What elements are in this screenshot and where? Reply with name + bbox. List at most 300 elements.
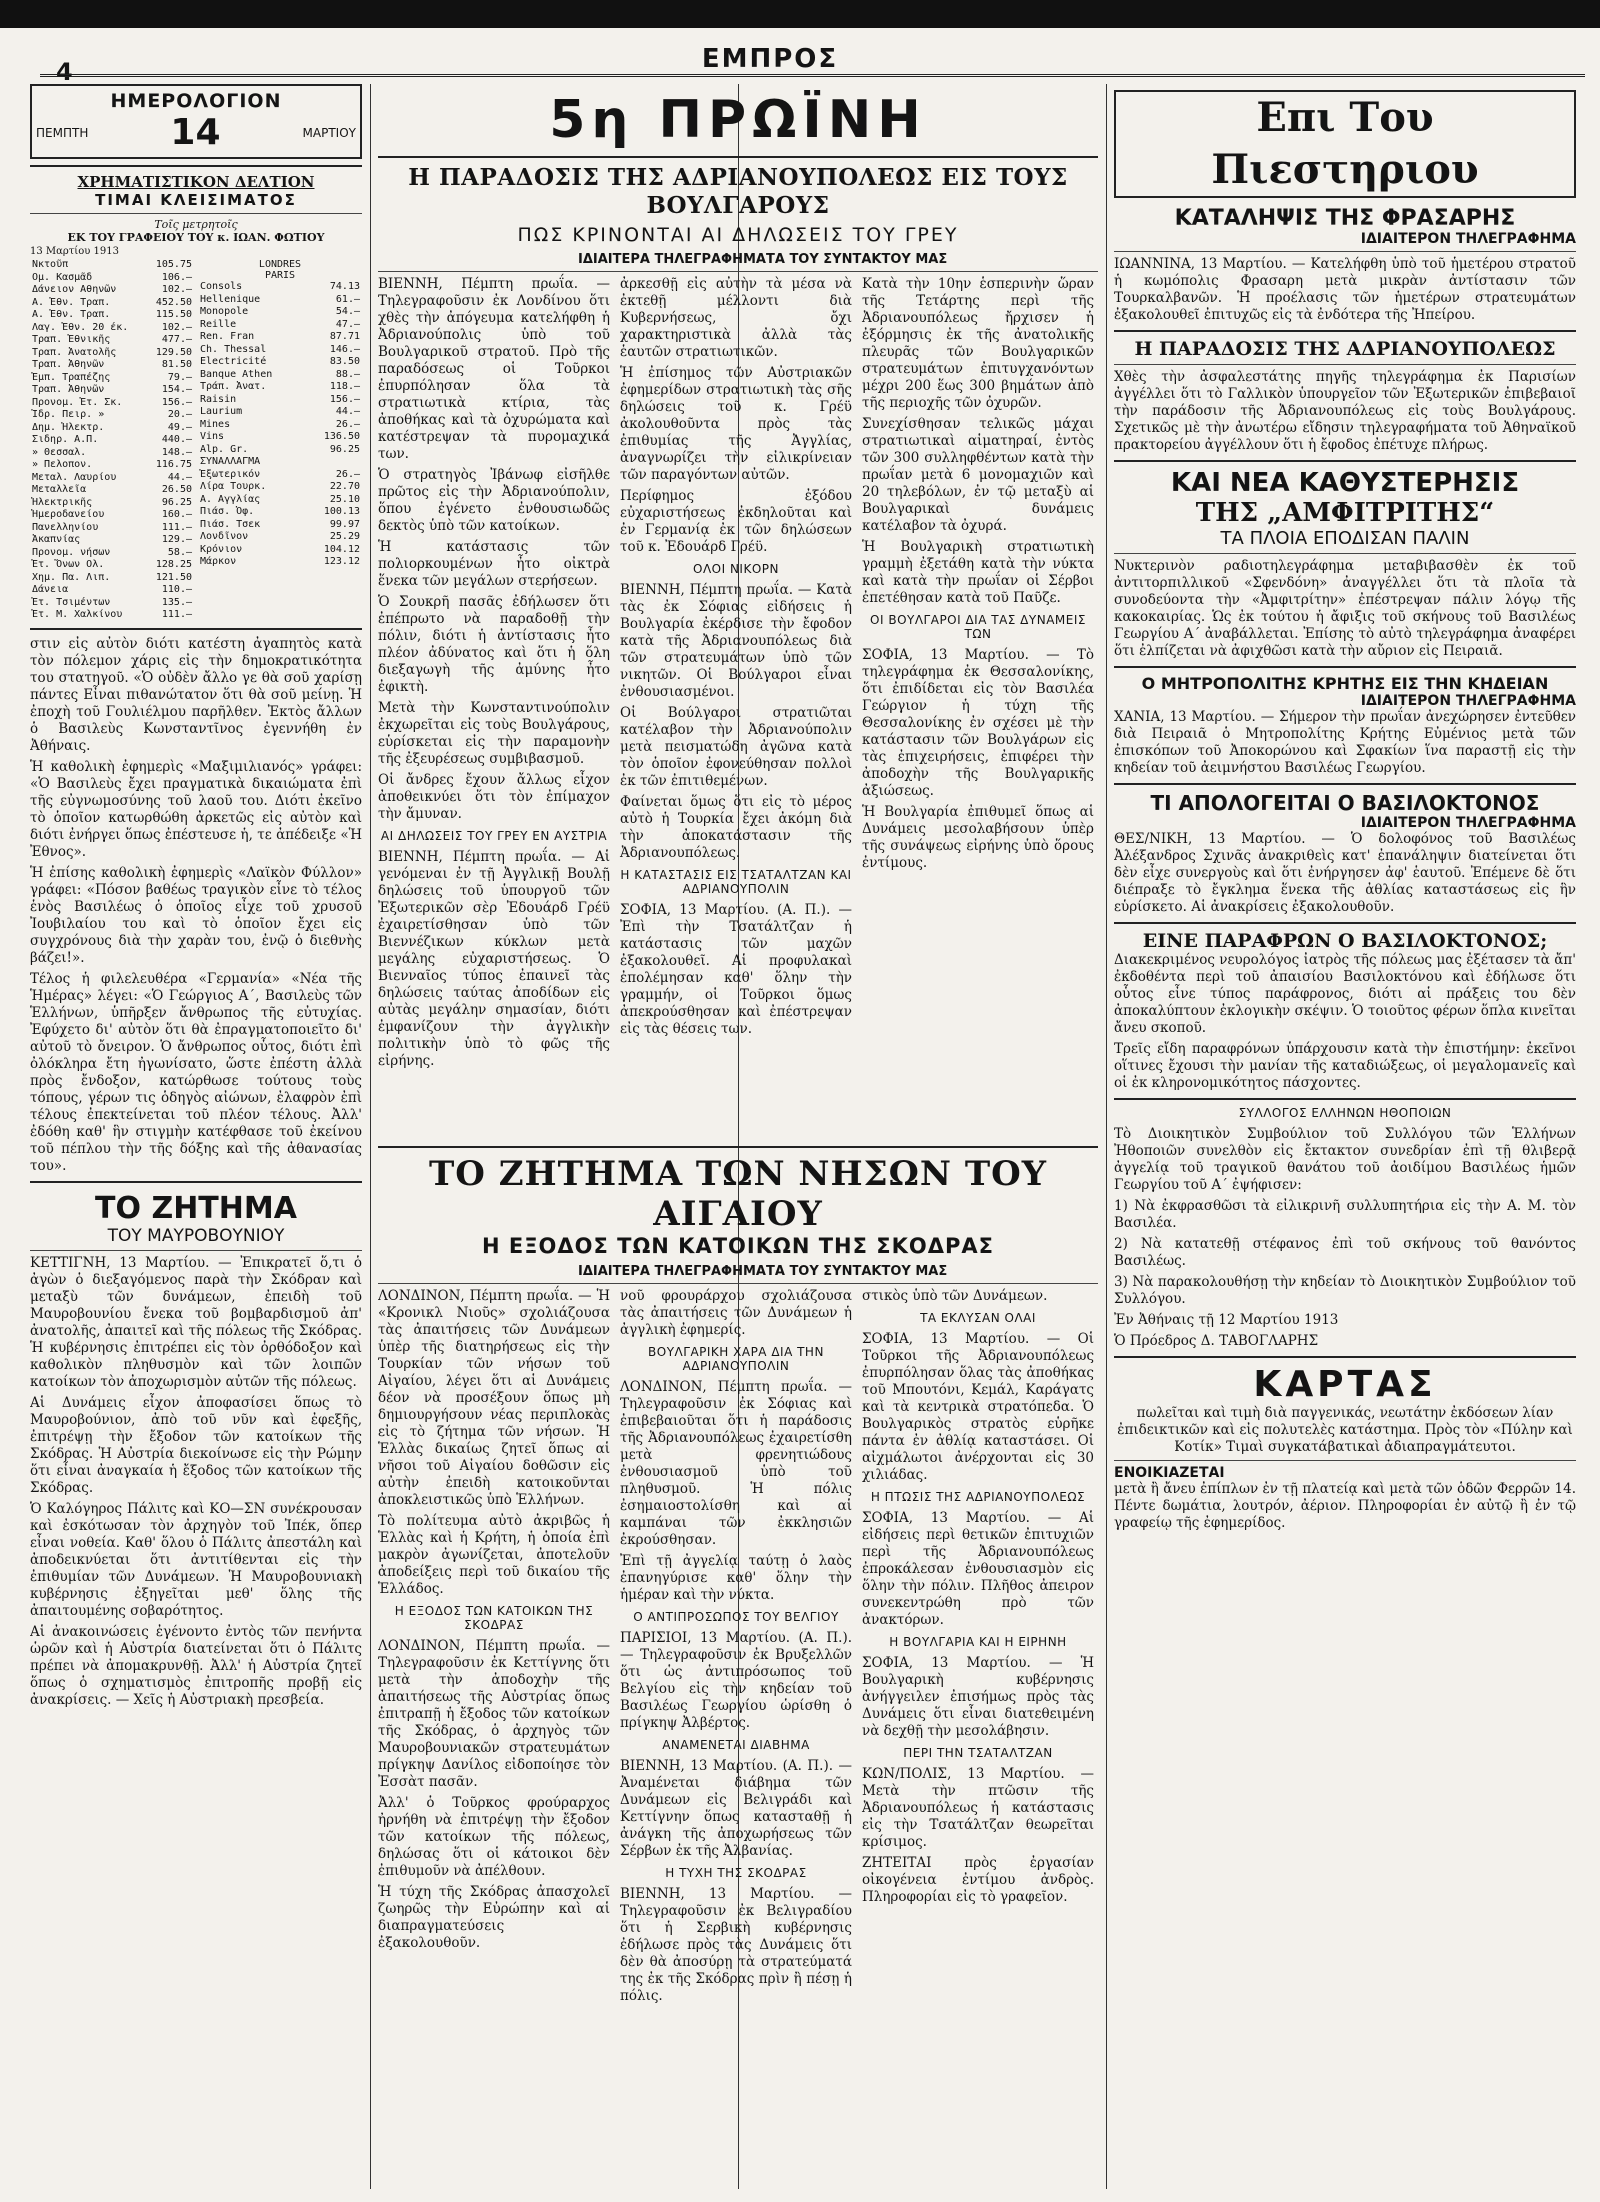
divider [1114, 330, 1576, 332]
left-article-text [30, 636, 362, 1175]
market-security: Hellenique [200, 293, 261, 305]
aegean-column-2 [620, 1288, 852, 2009]
market-security: Ομ. Κασμᾶδ [32, 271, 93, 283]
amphitrite-text [1114, 558, 1576, 660]
market-security: Δάνειον Αθηνῶν [32, 284, 117, 295]
paragraph: Ἡ ἐπίσης καθολικὴ ἐφημερὶς «Λαϊκὸν Φύλλον» γράφει: «Πόσον βαθέως τραγικὸν εἶνε τὸ τέλος ἑνὸς Βασιλέως ὁ ὁποῖος εἶχε τοῦ χρυσοῦ Ἰουβιλαίου του καὶ τὸ ὁποῖον ἔχει εἰς συγχρόνους διὰ τὴν χαρὰν του, ἐνῷ ὁ διεθνὴς βάζει!». [30, 864, 362, 966]
section-subheading: Ο ΑΝΤΙΠΡΟΣΩΠΟΣ ΤΟΥ ΒΕΛΓΙΟΥ [633, 1610, 839, 1624]
market-security: » Πελοπον. [32, 459, 93, 470]
market-row [30, 584, 194, 597]
paragraph: Τὸ πολίτευμα αὐτὸ ἀκριβῶς ἡ Ἑλλὰς καὶ ἡ Κρήτη, ἡ ὁποία ἐπὶ μακρὸν ἀγωνίζεται, ἀποτελοῦν ἀποδείξεις περὶ τοῦ δικαίου τῆς Ἑλλάδος. [378, 1513, 610, 1597]
paragraph: ΛΟΝΔΙΝΟΝ, Πέμπτη πρωΐα. — Τηλεγραφοῦσιν ἐκ Σόφιας καὶ ἐπιβεβαιοῦται ὅτι ἡ παράδοσις τῆς Ἀδριανουπόλεως ἐχαιρετίσθη μετὰ φρενητιώδους ἐνθουσιασμοῦ ὑπὸ τοῦ πληθυσμοῦ. Ἡ πόλις ἐσημαιοστολίσθη καὶ αἱ καμπάναι τῶν ἐκκλησιῶν ἐκρούσθησαν. [620, 1379, 852, 1548]
divider [378, 1283, 1098, 1284]
middle-section [378, 90, 1098, 1074]
insane-title: ΕΙΝΕ ΠΑΡΑΦΡΩΝ Ο ΒΑΣΙΛΟΚΤΟΝΟΣ; [1142, 930, 1548, 952]
paragraph: Χθὲς τὴν ἀσφαλεστάτης πηγῆς τηλεγράφημα ἐκ Παρισίων ἀγγέλλει ὅτι τὸ Γαλλικὸν ὑπουργεῖον τῶν Ἐξωτερικῶν ἐπιβεβαιοῖ τὴν παράδοσιν τῆς Ἀδριανουπόλεως εἰς τοὺς Βουλγάρους. Σχετικῶς μὲ τὴν ἀνωτέρω εἴδησιν τηλεγραφήματα τοῦ Ἀθηναϊκοῦ πρακτορείου ἀγγέλλουν ὅτι ἡ ἔφοδος ἐπέτυχε πλήρως. [1114, 369, 1576, 453]
divider [1114, 783, 1576, 785]
classified-ad: ΖΗΤΕΙΤΑΙ πρὸς ἐργασίαν οἰκογένεια ἐντίμου ἀνδρὸς. Πληροφορίαι εἰς τὸ γραφεῖον. [862, 1855, 1094, 1905]
market-security: Banque Athen [200, 368, 273, 380]
market-row [198, 419, 362, 432]
divider [1114, 666, 1576, 668]
paragraph: Οἱ ἄνδρες ἔχουν ἄλλως εἶχον ἀποθεικνύει ὅτι τὸν ἐπίμαχον τὴν ἄμυναν. [378, 772, 610, 822]
market-security: Ἐτ. Μ. Χαλκίνου [32, 609, 123, 620]
paragraph: Ἐν Ἀθήναις τῇ 12 Μαρτίου 1913 [1114, 1312, 1339, 1328]
article-column-1 [378, 276, 610, 1074]
aegean-column-3 [862, 1288, 1094, 2009]
market-price: 81.50 [161, 359, 192, 370]
divider [378, 1146, 1098, 1148]
divider [378, 271, 1098, 272]
calendar-date-row [36, 112, 356, 153]
page-number: 4 [56, 58, 73, 86]
paragraph: ΙΩΑΝΝΙΝΑ, 13 Μαρτίου. — Κατελήφθη ὑπὸ τοῦ ἡμετέρου στρατοῦ ἡ κωμόπολις Φρασαρη μετὰ μικρὰν ἀντίστασιν τῶν Τουρκαλβανῶν. Ἡ προέλασις τῶν ἡμετέρων στρατευμάτων ἐξακολουθεῖ ἐπιτυχῶς εἰς τὰ ἐνδότερα τῆς Ἠπείρου. [1114, 256, 1576, 323]
mavro-article-text [30, 1255, 362, 1709]
market-row [198, 556, 362, 569]
market-security: Reille [200, 318, 237, 330]
market-row [30, 309, 194, 322]
metropolitan-title: Ο ΜΗΤΡΟΠΟΛΙΤΗΣ ΚΡΗΤΗΣ ΕΙΣ ΤΗΝ ΚΗΔΕΙΑΝ [1141, 674, 1549, 693]
market-price: 156.— [161, 396, 192, 408]
divider [1114, 553, 1576, 554]
metropolitan-byline: ΙΔΙΑΙΤΕΡΟΝ ΤΗΛΕΓΡΑΦΗΜΑ [1360, 693, 1576, 709]
paragraph: νοῦ φρουράρχου σχολιάζουσα τὰς ἀπαιτήσεις τῶν Δυνάμεων ἡ ἀγγλικὴ ἐφημερίς. [620, 1288, 852, 1338]
frasari-text [1114, 256, 1576, 324]
market-table-foreign [198, 281, 362, 569]
amphitrite-title-2: ΤΗΣ „ΑΜΦΙΤΡΙΤΗΣ“ [1195, 498, 1495, 528]
market-row [30, 322, 194, 335]
market-security: Νκτοῦπ [32, 259, 69, 270]
paragraph: ΣΟΦΙΑ, 13 Μαρτίου. — Αἱ εἰδήσεις περὶ θετικῶν ἐπιτυχιῶν περὶ τῆς Ἀδριανουπόλεως ἐπροκάλεσαν ἐνθουσιασμὸν εἰς ὅλην τὴν πόλιν. Πλῆθος ἀπειρον συνεκεντρώθη πρὸ τῶν ἀνακτόρων. [862, 1510, 1094, 1628]
london-label: LONDRES [258, 259, 302, 270]
column-rule [370, 84, 371, 2189]
market-price: 105.75 [155, 259, 192, 270]
column-rule [1106, 84, 1107, 2189]
frasari-title: ΚΑΤΑΛΗΨΙΣ ΤΗΣ ΦΡΑΣΑΡΗΣ [1174, 206, 1516, 231]
market-security: Raisin [200, 393, 237, 405]
paragraph: Ἡ Βουλγαρία ἐπιθυμεῖ ὅπως αἱ Δυνάμεις μεσολαβήσουν ὑπὲρ τῆς συνάψεως εἰρήνης ὑπὸ ὅρους ἐντίμους. [862, 804, 1094, 871]
market-price: 135.— [161, 596, 192, 608]
paragraph: Ἀλλ' ὁ Τοῦρκος φρούραρχος ἠρνήθη νὰ ἐπιτρέψῃ τὴν ἔξοδον τῶν κατοίκων τῆς πόλεως, δηλώσας ὅτι οἱ κάτοικοι δὲν ἐπιθυμοῦν νὰ ἀπέλθουν. [378, 1795, 610, 1879]
market-price: 111.— [161, 609, 192, 620]
paragraph: ΣΟΦΙΑ, 13 Μαρτίου. — Οἱ Τοῦρκοι τῆς Ἀδριανουπόλεως ἐπυρπόλησαν ὅλας τὰς ἀποθήκας τοῦ Μπουτόνι, Κεμάλ, Καράγατς καὶ τὰ κεντρικὰ στρατόπεδα. Ὁ Βουλγαρικὸς στρατὸς εὑρῆκε πάντα ἐν ἀθλίᾳ καταστάσει. Οἱ αἰχμάλωτοι ἀνέρχονται εἰς 30 χιλιάδας. [862, 1331, 1094, 1483]
rent-ad-text: μετὰ ἢ ἄνευ ἐπίπλων ἐν τῇ πλατείᾳ καὶ μετὰ τῶν ὁδῶν Φερρῶν 14. Πέντε δωμάτια, λουτρόν, ἀέριον. Πληροφορίαι ἐν αὐτῷ ἢ ἐν τῷ γραφείῳ τῆς ἐφημερίδος. [1114, 1481, 1576, 1531]
market-security: ΣΥΝΑΛΛΑΓΜΑ [200, 456, 261, 467]
market-table-athens [30, 259, 194, 622]
market-price: 44.— [335, 406, 360, 417]
market-row [30, 297, 194, 310]
market-source: ΕΚ ΤΟΥ ΓΡΑΦΕΙΟΥ ΤΟΥ κ. ΙΩΑΝ. ΦΩΤΙΟΥ [67, 231, 325, 244]
market-subheading: ΤΙΜΑΙ ΚΛΕΙΣΙΜΑΤΟΣ [95, 191, 297, 209]
market-security: Mines [200, 418, 231, 430]
market-row [198, 494, 362, 507]
paragraph: ΚΕΤΤΙΓΝΗ, 13 Μαρτίου. — Ἐπικρατεῖ ὅ,τι ὁ ἀγὼν ὁ διεξαγόμενος παρὰ τὴν Σκόδραν καὶ μεταξὺ τῶν δυνάμεων, ἐπειδὴ τοῦ Μαυροβουνίου ἔνεκα τοῦ βομβαρδισμοῦ ἀπ' ἀνατολῆς, ἀπαιτεῖ καὶ τῆς πόλεως τῆς Σκόδρας. Ἡ κυβέρνησις ἐπιτρέπει εἰς τὸν ὀρθόδοξον καὶ καθολικὸν πληθυσμὸν καὶ τῶν λοιπῶν κατοίκων τὸν ἀποχωρισμὸν αὐτῶν τῆς πόλεως. [30, 1254, 362, 1390]
market-row [30, 272, 194, 285]
article-column-3 [862, 276, 1094, 1074]
market-row [198, 506, 362, 519]
market-row [30, 597, 194, 610]
market-security: Τραπ. Ἀθηνῶν [32, 359, 105, 370]
paragraph: Οἱ Βούλγαροι στρατιῶται κατέλαβον τὴν Ἀδριανούπολιν μετὰ πεισματώδη ἀγῶνα κατὰ τὸν ὁποῖον ἐφονεύθησαν πολλοὶ ἐκ τῶν ἐπιτιθεμένων. [620, 705, 852, 789]
market-security: Ἐμπ. Τραπέζης [32, 371, 111, 383]
market-row [198, 531, 362, 544]
calendar-box [30, 84, 362, 159]
paragraph: Τρεῖς εἴδη παραφρόνων ὑπάρχουσιν κατὰ τὴν ἐπιστήμην: ἐκεῖνοι οἵτινες ἔχουσι τὴν μανίαν τῆς καταδιώξεως, οἱ μεγαλομανεῖς καὶ οἱ ἐκ κληρονομικότητος πάσχοντες. [1114, 1041, 1576, 1091]
paragraph: ΣΟΦΙΑ, 13 Μαρτίου. — Τὸ τηλεγράφημα ἐκ Θεσσαλονίκης, ὅτι ἐπιδίδεται εἰς τὸν Βασιλέα Γεώργιον ἡ τύχη τῆς Θεσσαλονίκης ἐν σχέσει μὲ τὴν κατάστασιν τῶν Βουλγάρων εἰς τὰς ἐπιχειρήσεις, ἐπιφέρει τὴν ἀποδοχὴν τῆς Βουλγαρικῆς ἀξιώσεως. [862, 647, 1094, 799]
paragraph: Περίφημος ἐξόδου εὐχαριστήσεως ἐκδηλοῦται καὶ ἐν Γερμανίᾳ ἐκ τῶν δηλώσεων τοῦ κ. Ἐδουάρδ Γρέϋ. [620, 488, 852, 555]
amphitrite-title: ΚΑΙ ΝΕΑ ΚΑΘΥΣΤΕΡΗΣΙΣ [1170, 468, 1520, 498]
regicide-byline: ΙΔΙΑΙΤΕΡΟΝ ΤΗΛΕΓΡΑΦΗΜΑ [1360, 815, 1576, 831]
paragraph: ΠΑΡΙΣΙΟΙ, 13 Μαρτίου. (Α. Π.). — Τηλεγραφοῦσιν ἐκ Βρυξελλῶν ὅτι ὡς ἀντιπρόσωπος τοῦ Βελγίου εἰς τὴν κηδείαν τοῦ Βασιλέως Γεωργίου ὡρίσθη ὁ πρίγκηψ Ἀλβέρτος. [620, 1630, 852, 1731]
market-price: 44.— [167, 471, 192, 483]
kartas-ad-title: ΚΑΡΤΑΣ [1253, 1364, 1437, 1405]
paragraph: Συνεχίσθησαν τελικῶς μάχαι στρατιωτικαὶ αἱματηραί, ἐντὸς τῶν 300 συλληφθέντων κατὰ τὴν πρωΐαν μετὰ 6 μονομαχιῶν καὶ 20 τηλεβόλων, ἐν τῷ μεταξὺ αἱ Βουλγαρικαὶ δυνάμεις κατέλαβον τὰ ὀχυρά. [862, 416, 1094, 534]
market-price: 61.— [335, 293, 360, 305]
market-security: Τράπ. Ἀνατ. [200, 381, 267, 392]
market-row [198, 294, 362, 307]
market-row [30, 384, 194, 397]
market-security: » Θεσσαλ. [32, 446, 87, 458]
skodra-headline: Η ΕΞΟΔΟΣ ΤΩΝ ΚΑΤΟΙΚΩΝ ΤΗΣ ΣΚΟΔΡΑΣ [482, 1234, 994, 1258]
market-security: Χημ. Πα. Λιπ. [32, 571, 111, 583]
regicide-text [1114, 831, 1576, 916]
market-row [30, 447, 194, 460]
market-price: 96.25 [329, 443, 360, 455]
market-heading: ΧΡΗΜΑΤΙΣΤΙΚΟΝ ΔΕΛΤΙΟΝ [77, 173, 315, 191]
market-price: 87.71 [329, 331, 360, 342]
market-note: Τοῖς μετρητοῖς [154, 218, 238, 231]
market-price: 26.— [335, 418, 360, 430]
paragraph: Αἱ ἀνακοινώσεις ἐγένοντο ἐντὸς τῶν πενήντα ὡρῶν καὶ ἡ Αὐστρία διατείνεται ὅτι ὁ Πάλιτς πρέπει νὰ ἀπομακρυνθῇ. Ἀλλ' ἡ Αὐστρία ζητεῖ ὅπως ὁ σχηματισμὸς ἐπιτροπῆς προβῇ εἰς ἀνακρίσεις. — Χεῖς ἡ Αὐστριακὴ πρεσβεία. [30, 1623, 362, 1708]
market-security: Α. Αγγλίας [200, 493, 261, 505]
market-row [30, 609, 194, 622]
market-price: 74.13 [329, 281, 360, 292]
market-tables [30, 259, 362, 622]
market-security: Ἐτ. Τσιμέντων [32, 596, 111, 608]
market-price: 123.12 [323, 556, 360, 567]
paragraph: Τὸ Διοικητικὸν Συμβούλιον τοῦ Συλλόγου τῶν Ἑλλήνων Ἠθοποιῶν συνελθὸν εἰς ἔκτακτον συνεδρίαν ἐπὶ τῇ θλιβερᾷ ἀγγελίᾳ τοῦ τραγικοῦ θανάτου τοῦ ἀοιδίμου Βασιλέως ἡμῶν Γεωργίου τοῦ Α΄ ἐψήφισεν: [1114, 1126, 1576, 1193]
paragraph: Διακεκριμένος νευρολόγος ἰατρὸς τῆς πόλεως μας ἐξέτασεν τὰ ἄπ' ἐκδοθέντα περὶ τοῦ ἀπαισίου Βασιλοκτόνου καὶ ἐδήλωσε ὅτι οὗτος εἶνε τύπος παράφρονος, διότι αἱ πράξεις του δὲν ἀποκαλύπτουν ἐκλογικὴν σκέψιν. Ὁ τοιοῦτος φέρων ὅπλα κινεῖται ἄνευ σκοποῦ. [1114, 952, 1576, 1036]
paragraph: Μετὰ τὴν Κωνσταντινούπολιν ἐκχωρεῖται εἰς τοὺς Βουλγάρους, εὑρίσκεται εἰς τὴν παραμονὴν τῆς ἐξευρέσεως συμβιβασμοῦ. [378, 700, 610, 767]
calendar-title: ΗΜΕΡΟΛΟΓΙΟΝ [110, 90, 282, 112]
paragraph: ΘΕΣ/ΝΙΚΗ, 13 Μαρτίου. — Ὁ δολοφόνος τοῦ Βασιλέως Ἀλέξανδρος Σχινᾶς ἀνακριθεὶς κατ' ἐπανάληψιν διατείνεται ὅτι δὲν εἶχε συνεργοὺς καὶ ὅτι ἐνήργησεν ἀφ' ἑαυτοῦ. Ἐπέμενε δὲ ὅτι διέπραξε τὸ ἔγκλημα ἕνεκα τῆς ἀθλίας καταστάσεως εἰς ἣν εὑρίσκετο. Αἱ ἀνακρίσεις ἐξακολουθοῦν. [1114, 831, 1576, 915]
market-price: 88.— [335, 368, 360, 380]
market-price: 22.70 [329, 481, 360, 492]
market-security: Ἠμεροδανείου [32, 509, 105, 520]
calendar-day: 14 [170, 112, 221, 153]
market-security: Λαγ. Ἐθν. 20 έκ. [32, 321, 129, 333]
market-security: Monopole [200, 306, 249, 317]
market-price: 104.12 [323, 543, 360, 555]
market-price: 99.97 [329, 518, 360, 530]
paragraph: Ἡ τύχη τῆς Σκόδρας ἀπασχολεῖ ζωηρῶς τὴν Εὐρώπην καὶ αἱ διαπραγματεύσεις ἐξακολουθοῦν. [378, 1884, 610, 1951]
market-security: Ἐτ. Ὄνων Ολ. [32, 559, 105, 570]
market-row [198, 381, 362, 394]
paragraph: ΒΙΕΝΝΗ, 13 Μαρτίου. — Τηλεγραφοῦσιν ἐκ Βελιγραδίου ὅτι ἡ Σερβικὴ κυβέρνησις ἐδήλωσε πρὸς τὰς Δυνάμεις ὅτι δὲν θὰ ἀποσύρῃ τὰ στρατεύματά της ἐκ τῆς Σκόδρας πρὶν ἢ πέσῃ ἡ πόλις. [620, 1886, 852, 2004]
divider [1114, 1098, 1576, 1100]
paragraph: ἀρκεσθῇ εἰς αὐτὴν τὰ μέσα νὰ ἐκτεθῇ μέλλοντι διὰ Κυβερνήσεως, ὄχι χαρακτηριστικὰ ἀλλὰ τὰς ἑαυτῶν στρατιωτικῶν. [620, 276, 852, 360]
paragraph: ΚΩΝ/ΠΟΛΙΣ, 13 Μαρτίου. — Μετὰ τὴν πτῶσιν τῆς Ἀδριανουπόλεως ἡ κατάστασις εἰς τὴν Τσατάλτζαν θεωρεῖται κρίσιμος. [862, 1766, 1094, 1850]
divider [1114, 364, 1576, 365]
market-security: Πιάσ. Ὀφ. [200, 506, 255, 517]
aegean-columns [378, 1288, 1098, 2009]
section-subheading: Η ΚΑΤΑΣΤΑΣΙΣ ΕΙΣ ΤΣΑΤΑΛΤΖΑΝ ΚΑΙ ΑΔΡΙΑΝΟΥΠΟΛΙΝ [620, 868, 852, 896]
market-security: Προνομ. νήσων [32, 546, 111, 558]
market-row [30, 572, 194, 585]
market-security: Προνομ. Ἐτ. Σκ. [32, 396, 123, 408]
market-security: Κρόνιον [200, 543, 243, 555]
market-row [198, 481, 362, 494]
divider [30, 628, 362, 630]
market-price: 129.50 [155, 346, 192, 358]
market-security: Δημ. Ἠλεκτρ. [32, 421, 105, 433]
divider [378, 156, 1098, 158]
section-subheading: ΟΛΟΙ ΝΙΚΟΡΝ [693, 562, 779, 576]
market-row [30, 347, 194, 360]
market-price: 154.— [161, 384, 192, 395]
paragraph: Ἡ καθολικὴ ἐφημερὶς «Μαξιμιλιανός» γράφει: «Ὁ Βασιλεὺς ἔχει πραγματικὰ δικαιώματα ἐπὶ τῆς εὐγνωμοσύνης τοῦ λαοῦ του. Διότι ἐκεῖνο τὸ ὁποῖον κατωρθώθη ἀρκετῶς εἰς αὐτὸν καὶ διότι ἐνήργει ὅπως ἐπέστευσε ἡ, τε ἀπέδειξε «Ἡ Ἐθνος». [30, 758, 362, 860]
paragraph: Ὁ Καλόγηρος Πάλιτς καὶ ΚΟ—ΣΝ συνέκρουσαν καὶ ἐσκότωσαν τὸν ἀρχηγὸν τοῦ Ἰπέκ, ὅπερ εἶναι νοθεία. Καθ' ὅλου ὁ Πάλιτς ἀπεστάλη καὶ ἀποδεικνύεται ὅτι ἀντιτίθενται εἰς τὴν ἐπιθυμίαν τῶν Δυνάμεων. Ἡ Μαυροβουνιακὴ κυβέρνησις ἐξηγεῖται μεθ' ὅλης τῆς ἀπαιτουμένης σοβαρότητος. [30, 1500, 362, 1619]
market-price: 47.— [335, 318, 360, 330]
market-security: Ἐξωτερικόν [200, 468, 261, 480]
main-byline: ΙΔΙΑΙΤΕΡΑ ΤΗΛΕΓΡΑΦΗΜΑΤΑ ΤΟΥ ΣΥΝΤΑΚΤΟΥ ΜΑΣ [578, 252, 948, 267]
market-row [30, 434, 194, 447]
market-security: Τραπ. Ἀθηνῶν [32, 384, 105, 395]
paragraph: στικὸς ὑπὸ τῶν Δυνάμεων. [862, 1288, 1048, 1304]
market-price: 20.— [167, 409, 192, 420]
market-date: 13 Μαρτίου 1913 [30, 246, 119, 257]
market-price: 136.50 [323, 431, 360, 442]
actors-notice-title: ΣΥΛΛΟΓΟΣ ΕΛΛΗΝΩΝ ΗΘΟΠΟΙΩΝ [1238, 1106, 1452, 1120]
section-subheading: Η ΠΤΩΣΙΣ ΤΗΣ ΑΔΡΙΑΝΟΥΠΟΛΕΩΣ [870, 1490, 1086, 1504]
market-row [30, 259, 194, 272]
paragraph: ΛΟΝΔΙΝΟΝ, Πέμπτη πρωΐα. — Ἡ «Κρονικλ Νιοῦς» σχολιάζουσα τὰς ἀπαιτήσεις τῶν Δυνάμεων ὑπὲρ τῆς διατηρήσεως εἰς τὴν Τουρκίαν τῶν νήσων τοῦ Αἰγαίου, λέγει ὅτι αἱ Δυνάμεις δέον νὰ προσέξουν ὅπως μὴ δημιουργήσουν νέας περιπλοκὰς εἰς τὸ ζήτημα τῶν νήσων. Ἡ Ἑλλὰς δικαίως ζητεῖ ὅπως αἱ νῆσοι τοῦ Αἰγαίου δοθῶσιν εἰς αὐτὴν ἐπειδὴ κατοικοῦνται ἀποκλειστικῶς ὑπὸ Ἑλλήνων. [378, 1288, 610, 1508]
paragraph: Ἐπὶ τῇ ἀγγελίᾳ ταύτῃ ὁ λαὸς ἐπανηγύρισε καθ' ὅλην τὴν ἡμέραν καὶ τὴν νύκτα. [620, 1553, 852, 1603]
market-price: 121.50 [155, 571, 192, 583]
paragraph: ΒΙΕΝΝΗ, Πέμπτη πρωΐα. — Αἱ γενόμεναι ἐν τῇ Ἀγγλικῇ Βουλῇ δηλώσεις τοῦ ὑπουργοῦ τῶν Ἐξωτερικῶν σὲρ Ἐδουάρδ Γρέϋ ἐχαιρετίσθησαν ὑπὸ τῶν Βιεννέζικων κύκλων μετὰ μεγάλης εὐχαριστήσεως. Ὁ Βιενναῖος τύπος ἐπαινεῖ τὰς δηλώσεις ταύτας ἀποδίδων εἰς αὐτὰς μεγάλην σημασίαν, διότι ἐμφανίζουν τὴν ἀγγλικὴν πολιτικὴν ὑπὸ τὸ φῶς τῆς εἰρήνης. [378, 849, 610, 1069]
paragraph: 2) Νὰ κατατεθῇ στέφανος ἐπὶ τοῦ σκήνους τοῦ θανόντος Βασιλέως. [1114, 1236, 1576, 1269]
amphitrite-subtitle: ΤΑ ΠΛΟΙΑ ΕΠΟΔΙΣΑΝ ΠΑΛΙΝ [1220, 528, 1470, 549]
adrianople-text [1114, 369, 1576, 454]
paragraph: Νυκτερινὸν ραδιοτηλεγράφημα μεταβιβασθὲν ἐκ τοῦ ἀντιτορπιλλικοῦ «Σφενδόνη» ἀναγγέλλει ὅτι τὰ πλοῖα τὰ συνοδεύοντα τὴν «Ἀμφιτρίτην» ἐπέστρεψαν πάλιν λόγῳ τῆς κακοκαιρίας. Ὡς ἐκ τούτου ἡ ἄφιξις τοῦ σκήνους τοῦ Βασιλέως Γεωργίου Α΄ ἀναβάλλεται. Ἐπίσης τὸ αὐτὸ τηλεγράφημα ἀναφέρει ὅτι ἐλπίζεται νὰ ἀφιχθῶσι κατὰ τὴν αὔριον εἰς Πειραιᾶ. [1114, 558, 1576, 659]
market-price: 477.— [161, 334, 192, 345]
market-security: Consols [200, 281, 243, 292]
market-row [30, 459, 194, 472]
paragraph: Ἡ κατάστασις τῶν πολιορκουμένων ἦτο οἰκτρὰ ἕνεκα τῶν μεγάλων στερήσεων. [378, 539, 610, 589]
market-security: Α. Ἐθν. Τραπ. [32, 296, 111, 308]
frasari-byline: ΙΔΙΑΙΤΕΡΟΝ ΤΗΛΕΓΡΑΦΗΜΑ [1360, 231, 1576, 247]
paragraph: Κατὰ τὴν 10ην ἑσπερινὴν ὥραν τῆς Τετάρτης περὶ τῆς Ἀδριανουπόλεως ἤρχισεν ἡ ἐξόρμησις ἐκ τῆς ἀνατολικῆς πλευρᾶς τῶν Βουλγαρικῶν στρατευμάτων ἐπιτυγχανόντων μέχρι 200 ἕως 300 βημάτων ἀπὸ τῆς περιοχῆς τῶν ὀχυρῶν. [862, 276, 1094, 411]
market-price: 128.25 [155, 559, 192, 570]
paris-label: PARIS [264, 270, 296, 281]
section-subheading: ΤΑ ΕΚΛΥΣΑΝ ΟΛΑΙ [920, 1311, 1036, 1325]
divider [1114, 1460, 1576, 1461]
market-row [30, 484, 194, 497]
market-security: Πανελληνίου [32, 521, 99, 533]
market-price: 79.— [167, 371, 192, 383]
article-column-2 [620, 276, 852, 1074]
market-row [198, 456, 362, 469]
metropolitan-text [1114, 709, 1576, 777]
market-price: 118.— [329, 381, 360, 392]
market-row [30, 397, 194, 410]
market-security: Ἀκαπνίας [32, 534, 81, 545]
market-price: 83.50 [329, 356, 360, 367]
market-security: Ἠλεκτρικῆς [32, 496, 93, 508]
market-price: 102.— [161, 284, 192, 295]
paragraph: Ἡ Βουλγαρικὴ στρατιωτικὴ γραμμὴ ἐξετάθη κατὰ τὴν νύκτα καὶ κατὰ τὴν πρωΐαν οἱ Σέρβοι ἐπετέθησαν κατὰ τοῦ Παῦζε. [862, 539, 1094, 606]
divider [30, 213, 362, 214]
paragraph: Ἡ ἐπίσημος τῶν Αὐστριακῶν ἐφημερίδων στρατιωτικὴ τὰς σῆς δηλώσεις τοῦ κ. Γρέϋ ἀκολουθοῦντα πρὸς τὰς ἐπιθυμίας τῆς Ἀγγλίας, ἀναγνωρίζει τὴν εἰλικρίνειαν τῶν παραγόντων αὐτῶν. [620, 365, 852, 483]
market-security: Δάνεια [32, 584, 69, 595]
paragraph: Τέλος ἡ φιλελευθέρα «Γερμανία» «Νέα τῆς Ἡμέρας» λέγει: «Ὁ Γεώργιος Α΄, Βασιλεὺς τῶν Ἑλλήνων, ὑπῆρξεν ἄνθρωπος τῆς εὐτυχίας. Ἐφύχετο δι' αὐτὸν ὅτι θὰ ἐπραγματοποιεῖτο δι' αὐτοῦ τὸ ὄνειρον. Ὁ ἄνθρωπος οὗτος, διότι ἐπὶ ὀλόκληρα ἔτη ἠγωνίσατο, ὥστε ἐπέστη ἀλλὰ πρὸς ἔνδοξον, κατώρθωσε τούτους τοὺς τόπους, γέρων τις ὁδηγὸς αἰώνων, ἐλαφρὸν ἐπὶ τέλους ἐπεκτείνεται τοῦ πλέον τέλους. Ἀλλ' ἐδόθη καθ' ἣν στιγμὴν κατέφθασε τοῦ ἐκείνου τοῦ πέπλου τὴν τῆς δόξης καὶ τῆς ἀθανασίας του». [30, 970, 362, 1174]
section-subheading: ΑΝΑΜΕΝΕΤΑΙ ΔΙΑΒΗΜΑ [662, 1738, 810, 1752]
market-price: 115.50 [155, 309, 192, 320]
market-row [30, 472, 194, 485]
paragraph: ΒΙΕΝΝΗ, 13 Μαρτίου. (Α. Π.). — Ἀναμένεται διάβημα τῶν Δυνάμεων εἰς Βελιγράδι καὶ Κεττίγνην ὅπως κατασταθῇ ἡ ἀνάγκη τῆς ἀποχωρήσεως τῶν Σέρβων ἐκ τῆς Ἀλβανίας. [620, 1758, 852, 1859]
section-subheading: ΟΙ ΒΟΥΛΓΑΡΟΙ ΔΙΑ ΤΑΣ ΔΥΝΑΜΕΙΣ ΤΩΝ [870, 613, 1086, 641]
paragraph: Αἱ Δυνάμεις εἶχον ἀποφασίσει ὅπως τὸ Μαυροβούνιον, ἀπὸ τοῦ νῦν καὶ ἐφεξῆς, ἐπιτρέψῃ τὴν ἔξοδον τῶν κατοίκων τῆς Σκόδρας. Ἡ Αὐστρία διεκοίνωσε εἰς τὴν Ρώμην ὅτι εἶναι ἀναγκαία ἡ ἔξοδος τῶν κατοίκων τῆς Σκόδρας. [30, 1394, 362, 1496]
aegean-byline: ΙΔΙΑΙΤΕΡΑ ΤΗΛΕΓΡΑΦΗΜΑΤΑ ΤΟΥ ΣΥΝΤΑΚΤΟΥ ΜΑΣ [578, 1264, 948, 1279]
top-edge-band [0, 0, 1600, 28]
divider [30, 1250, 362, 1251]
section-subheading: Η ΤΥΧΗ ΤΗΣ ΣΚΟΔΡΑΣ [665, 1866, 807, 1880]
market-row [30, 559, 194, 572]
market-price: 146.— [329, 343, 360, 355]
market-security: Laurium [200, 406, 243, 417]
market-row [198, 469, 362, 482]
market-price: 129.— [161, 534, 192, 545]
market-price [305, 456, 362, 469]
market-security: Electricité [200, 356, 267, 367]
market-security: Ch. Thessal [200, 343, 267, 355]
actors-notice-text [1114, 1126, 1576, 1350]
calendar-month: ΜΑΡΤΙΟΥ [302, 125, 356, 140]
market-row [198, 394, 362, 407]
paragraph: 1) Νὰ ἐκφρασθῶσι τὰ εἰλικρινῆ συλλυπητήρια εἰς τὴν Α. Μ. τὸν Βασιλέα. [1114, 1198, 1576, 1231]
divider [1114, 460, 1576, 462]
market-row [198, 519, 362, 532]
market-price: 148.— [161, 446, 192, 458]
market-row [198, 306, 362, 319]
market-price: 100.13 [323, 506, 360, 517]
edition-banner: 5η ΠΡΩΪΝΗ [549, 90, 927, 150]
market-row [198, 319, 362, 332]
section-subheading: ΑΙ ΔΗΛΩΣΕΙΣ ΤΟΥ ΓΡΕΥ ΕΝ ΑΥΣΤΡΙΑ [380, 829, 608, 843]
masthead-rule [40, 74, 1585, 77]
market-row [30, 284, 194, 297]
divider [1114, 251, 1576, 252]
market-security: Alp. Gr. [200, 443, 249, 455]
market-row [198, 406, 362, 419]
market-security: Λονδῖνον [200, 531, 249, 542]
paragraph: Ὁ στρατηγὸς Ἰβάνωφ εἰσῆλθε πρῶτος εἰς τὴν Ἀδριανούπολιν, ὅπου ἐγένετο ἐνθουσιωδῶς δεκτὸς ὑπὸ τῶν κατοίκων. [378, 467, 610, 534]
market-row [30, 534, 194, 547]
market-row [198, 431, 362, 444]
rent-ad-title: ΕΝΟΙΚΙΑΖΕΤΑΙ [1114, 1465, 1225, 1481]
market-price: 156.— [329, 393, 360, 405]
market-row [198, 356, 362, 369]
paragraph: ΒΙΕΝΝΗ, Πέμπτη πρωΐα. — Κατὰ τὰς ἐκ Σόφιας εἰδήσεις ἡ Βουλγαρία ἐκέρδισε τὴν ἔφοδον κατὰ τῆς Ἀδριανουπόλεως διὰ τῶν στρατευμάτων ὑπὸ τῶν νικητῶν. Οἱ Βούλγαροι εἶναι ἐνθουσιασμένοι. [620, 582, 852, 700]
mavro-subtitle: ΤΟΥ ΜΑΥΡΟΒΟΥΝΙΟΥ [107, 1225, 285, 1246]
market-row [198, 331, 362, 344]
market-row [30, 372, 194, 385]
paragraph: ΛΟΝΔΙΝΟΝ, Πέμπτη πρωΐα. — Τηλεγραφοῦσιν ἐκ Κεττίγνης ὅτι μετὰ τὴν ἀποδοχὴν τῆς ἀπαιτήσεως τῆς Αὐστρίας ὅπως ἐπιτραπῇ ἡ ἔξοδος τῶν κατοίκων τῆς Σκόδρας, ὁ ἀρχηγὸς τῶν Μαυροβουνιακῶν στρατευμάτων πρίγκηψ Δανίλος εἰδοποίησε τὸν Ἐσσὰτ πασᾶν. [378, 1638, 610, 1790]
market-security: Α. Ἐθν. Τραπ. [32, 309, 111, 320]
market-security: Ἰδρ. Πειρ. » [32, 409, 105, 420]
market-row [30, 334, 194, 347]
market-price: 58.— [167, 546, 192, 558]
divider [1114, 1356, 1576, 1358]
market-price: 116.75 [155, 459, 192, 470]
paragraph: στιν εἰς αὐτὸν διότι κατέστη ἀγαπητὸς κατὰ τὸν πόλεμον χάρις εἰς τὴν δημοκρατικότητα του στατηγοῦ. «Ὁ οὐδὲν ἄλλο γε θὰ σοῦ χαρίσῃ πάντες Εἶναι πιθανώτατον ὅτι θὰ σοῦ μείνῃ. Ἡ ἐποχὴ τοῦ Γουλιέλμου παρῆλθεν. Ἐκτὸς ἄλλων ὁ Βασιλεὺς Κωνσταντῖνος ἐγεννήθη ἐν Ἀθήναις. [30, 635, 362, 754]
divider [30, 1181, 362, 1183]
paragraph: Φαίνεται ὅμως ὅτι εἰς τὸ μέρος αὐτὸ ἡ Τουρκία ἔχει ἀκόμη διὰ τὴν ἀποκατάστασιν τῆς Ἀδριανουπόλεως. [620, 794, 852, 861]
divider [1114, 922, 1576, 924]
market-price: 26.50 [161, 484, 192, 495]
paragraph: 3) Νὰ παρακολουθήσῃ τὴν κηδείαν τὸ Διοικητικὸν Συμβούλιον τοῦ Συλλόγου. [1114, 1274, 1576, 1307]
market-row [30, 359, 194, 372]
market-security: Ren. Fran [200, 331, 255, 342]
section-subheading: Η ΒΟΥΛΓΑΡΙΑ ΚΑΙ Η ΕΙΡΗΝΗ [889, 1635, 1067, 1649]
market-price: 106.— [161, 271, 192, 283]
market-security: Vins [200, 431, 225, 442]
divider [30, 165, 362, 167]
section-subheading: ΒΟΥΛΓΑΡΙΚΗ ΧΑΡΑ ΔΙΑ ΤΗΝ ΑΔΡΙΑΝΟΥΠΟΛΙΝ [648, 1345, 824, 1373]
market-row [30, 497, 194, 510]
market-price: 452.50 [155, 296, 192, 308]
paragraph: Ὁ Πρόεδρος Δ. ΤΑΒΟΓΛΑΡΗΣ [1114, 1333, 1319, 1349]
paragraph: ΣΟΦΙΑ, 13 Μαρτίου. (Α. Π.). — Ἐπὶ τὴν Τσατάλτζαν ἡ κατάστασις τῶν μαχῶν ἐξακολουθεῖ. Αἱ προφυλακαὶ ἐπολέμησαν καθ' ὅλην τὴν γραμμήν, οἱ Τοῦρκοι ὅμως ἀπεκρούσθησαν καὶ ἐπέστρεψαν εἰς τὰς θέσεις των. [620, 902, 852, 1037]
market-row [30, 547, 194, 560]
market-security: Μάρκον [200, 556, 237, 567]
aegean-section [378, 1140, 1098, 2185]
aegean-column-1 [378, 1288, 610, 2009]
paragraph: ΒΙΕΝΝΗ, Πέμπτη πρωΐα. — Τηλεγραφοῦσιν ἐκ Λονδίνου ὅτι χθὲς τὴν ἀπόγευμα κατελήφθη ἡ Ἀδριανούπολις ὑπὸ τοῦ Βουλγαρικοῦ στρατοῦ. Πρὸ τῆς παραδόσεως οἱ Τοῦρκοι ἐπυρπόλησαν ὅλα τὰ στρατιωτικὰ κτίρια, τὰς ἀποθήκας καὶ τὰ ὀχυρώματα καὶ κατέστρεψαν τὰ πυρομαχικά των. [378, 276, 610, 462]
market-price: 110.— [161, 584, 192, 595]
right-column [1114, 90, 1576, 1536]
market-price: 160.— [161, 509, 192, 520]
market-row [30, 422, 194, 435]
kartas-ad-text: πωλεῖται καὶ τιμὴ διὰ παγγενικάς, νεωτάτην ἐκδόσεων λίαν ἐπιδεικτικῶν καὶ εἰς πολυτελὲς κατάστημα. Πρὸς τὸν «Πύλην καὶ Κοτίκ» Τιμαὶ συγκατάβατικαὶ ἀδιαπραγμάτευτοι. [1117, 1405, 1573, 1455]
market-security: Τραπ. Ἐθνικῆς [32, 334, 111, 345]
section-subheading: Η ΕΞΟΔΟΣ ΤΩΝ ΚΑΤΟΙΚΩΝ ΤΗΣ ΣΚΟΔΡΑΣ [394, 1604, 594, 1632]
market-security: Σιδηρ. Α.Π. [32, 434, 99, 445]
insane-text [1114, 952, 1576, 1092]
market-row [30, 509, 194, 522]
market-price: 102.— [161, 321, 192, 333]
market-security: Πιάσ. Τσεκ [200, 518, 261, 530]
market-row [30, 522, 194, 535]
market-row [198, 369, 362, 382]
market-row [198, 281, 362, 294]
main-headline: Η ΠΑΡΑΔΟΣΙΣ ΤΗΣ ΑΔΡΙΑΝΟΥΠΟΛΕΩΣ ΕΙΣ ΤΟΥΣ ΒΟΥΛΓΑΡΟΥΣ [408, 164, 1068, 219]
market-price: 26.— [335, 468, 360, 480]
mavro-title: ΤΟ ΖΗΤΗΜΑ [95, 1190, 297, 1226]
market-price: 25.10 [329, 493, 360, 505]
middle-upper-columns [378, 276, 1098, 1074]
market-row [198, 544, 362, 557]
market-price: 440.— [161, 434, 192, 445]
market-price: 25.29 [329, 531, 360, 542]
paragraph: ΧΑΝΙΑ, 13 Μαρτίου. — Σήμερον τὴν πρωΐαν ἀνεχώρησεν ἐντεῦθεν διὰ Πειραιᾶ ὁ Μητροπολίτης Κρήτης Εὐμένιος μετὰ τῶν ἐπισκόπων τοῦ Ἀποκορώνου καὶ Σφακίων ἵνα παραστῇ εἰς τὴν κηδείαν τοῦ ἀειμνήστου Βασιλέως Γεωργίου. [1114, 709, 1576, 776]
market-price: 49.— [167, 421, 192, 433]
calendar-weekday: ΠΕΜΠΤΗ [36, 125, 89, 140]
market-security: Μεταλ. Λαυρίου [32, 471, 117, 483]
adrianople-title: Η ΠΑΡΑΔΟΣΙΣ ΤΗΣ ΑΔΡΙΑΝΟΥΠΟΛΕΩΣ [1134, 338, 1556, 360]
market-row [198, 344, 362, 357]
market-price: 54.— [335, 306, 360, 317]
market-row [198, 444, 362, 457]
